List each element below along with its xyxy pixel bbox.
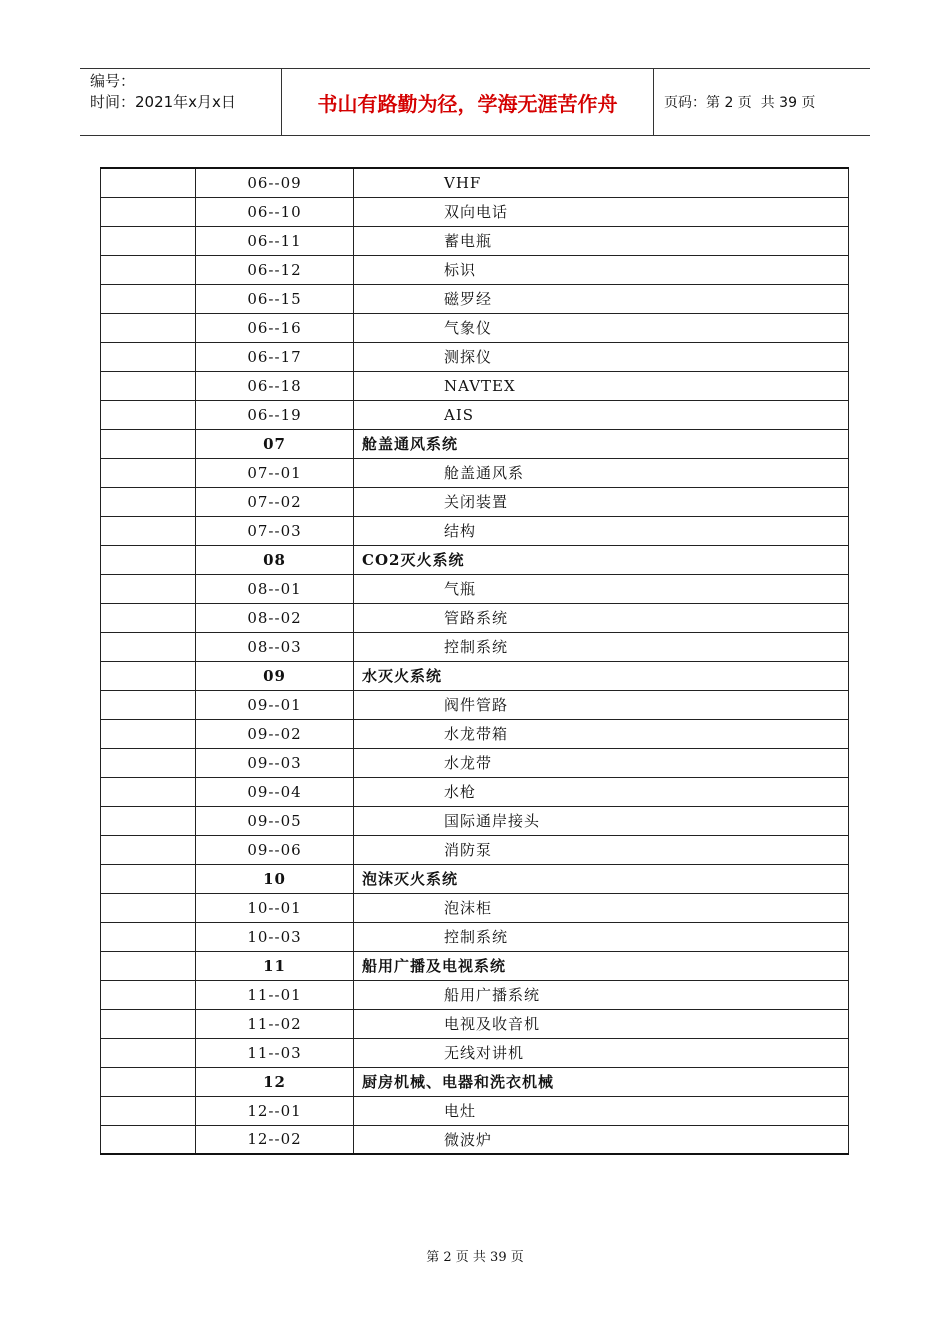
table-row (101, 226, 849, 255)
blank-cell (101, 342, 196, 371)
name-cell: 控制系统 (354, 922, 849, 951)
table-row (101, 719, 849, 748)
name-cell: 阀件管路 (354, 690, 849, 719)
name-cell: 气象仪 (354, 313, 849, 342)
name-cell: 厨房机械、电器和洗衣机械 (354, 1067, 849, 1096)
section-row (101, 429, 849, 458)
blank-cell (101, 632, 196, 661)
name-cell: 水枪 (354, 777, 849, 806)
name-cell: CO2灭火系统 (354, 545, 849, 574)
blank-cell (101, 951, 196, 980)
name-cell: VHF (354, 168, 849, 197)
code-cell: 06--15 (196, 284, 354, 313)
code-cell: 08--01 (196, 574, 354, 603)
table-row (101, 1009, 849, 1038)
code-cell: 06--16 (196, 313, 354, 342)
blank-cell (101, 1096, 196, 1125)
code-cell: 09--04 (196, 777, 354, 806)
code-cell: 10--03 (196, 922, 354, 951)
blank-cell (101, 835, 196, 864)
code-cell: 09--03 (196, 748, 354, 777)
blank-cell (101, 226, 196, 255)
blank-cell (101, 690, 196, 719)
name-cell: 泡沫灭火系统 (354, 864, 849, 893)
blank-cell (101, 255, 196, 284)
name-cell: 控制系统 (354, 632, 849, 661)
name-cell: 电视及收音机 (354, 1009, 849, 1038)
table-row (101, 400, 849, 429)
table-row (101, 806, 849, 835)
name-cell: AIS (354, 400, 849, 429)
code-cell: 09--02 (196, 719, 354, 748)
code-cell: 06--09 (196, 168, 354, 197)
code-cell: 09 (196, 661, 354, 690)
name-cell: 无线对讲机 (354, 1038, 849, 1067)
code-cell: 09--06 (196, 835, 354, 864)
blank-cell (101, 719, 196, 748)
blank-cell (101, 777, 196, 806)
name-cell: 测探仪 (354, 342, 849, 371)
table-row (101, 1125, 849, 1154)
name-cell: 船用广播及电视系统 (354, 951, 849, 980)
name-cell: 双向电话 (354, 197, 849, 226)
header-motto: 书山有路勤为径，学海无涯苦作舟 (282, 69, 654, 135)
code-cell: 08 (196, 545, 354, 574)
blank-cell (101, 197, 196, 226)
code-cell: 10--01 (196, 893, 354, 922)
table-row (101, 342, 849, 371)
section-row (101, 545, 849, 574)
name-cell: NAVTEX (354, 371, 849, 400)
blank-cell (101, 661, 196, 690)
table-row (101, 255, 849, 284)
time-label: 时间：2021年x月x日 (90, 93, 236, 111)
code-cell: 06--18 (196, 371, 354, 400)
blank-cell (101, 603, 196, 632)
name-cell: 蓄电瓶 (354, 226, 849, 255)
name-cell: 水龙带箱 (354, 719, 849, 748)
table-row (101, 835, 849, 864)
blank-cell (101, 284, 196, 313)
name-cell: 气瓶 (354, 574, 849, 603)
section-row (101, 864, 849, 893)
blank-cell (101, 806, 196, 835)
name-cell: 微波炉 (354, 1125, 849, 1154)
table-row (101, 690, 849, 719)
blank-cell (101, 168, 196, 197)
name-cell: 水灭火系统 (354, 661, 849, 690)
blank-cell (101, 516, 196, 545)
table-row (101, 632, 849, 661)
blank-cell (101, 748, 196, 777)
table-row (101, 893, 849, 922)
code-cell: 09--01 (196, 690, 354, 719)
header-meta (80, 69, 282, 135)
table-row (101, 168, 849, 197)
blank-cell (101, 400, 196, 429)
section-row (101, 951, 849, 980)
code-cell: 11--02 (196, 1009, 354, 1038)
table-row (101, 1096, 849, 1125)
table-row (101, 516, 849, 545)
table-row (101, 777, 849, 806)
name-cell: 磁罗经 (354, 284, 849, 313)
code-cell: 06--12 (196, 255, 354, 284)
name-cell: 国际通岸接头 (354, 806, 849, 835)
code-cell: 08--02 (196, 603, 354, 632)
table-row (101, 574, 849, 603)
table-row (101, 197, 849, 226)
code-cell: 06--11 (196, 226, 354, 255)
code-cell: 07--03 (196, 516, 354, 545)
name-cell: 水龙带 (354, 748, 849, 777)
number-label: 编号： (90, 72, 136, 90)
code-cell: 09--05 (196, 806, 354, 835)
table-row (101, 980, 849, 1009)
section-row (101, 661, 849, 690)
blank-cell (101, 1038, 196, 1067)
blank-cell (101, 371, 196, 400)
code-cell: 12--01 (196, 1096, 354, 1125)
name-cell: 管路系统 (354, 603, 849, 632)
code-cell: 11--01 (196, 980, 354, 1009)
blank-cell (101, 1125, 196, 1154)
name-cell: 关闭装置 (354, 487, 849, 516)
code-cell: 12--02 (196, 1125, 354, 1154)
table-row (101, 371, 849, 400)
name-cell: 泡沫柜 (354, 893, 849, 922)
header-page-info (654, 69, 870, 135)
table-row (101, 748, 849, 777)
name-cell: 电灶 (354, 1096, 849, 1125)
table-row (101, 1038, 849, 1067)
blank-cell (101, 574, 196, 603)
name-cell: 消防泵 (354, 835, 849, 864)
name-cell: 舱盖通风系 (354, 458, 849, 487)
code-cell: 10 (196, 864, 354, 893)
table-row (101, 284, 849, 313)
blank-cell (101, 487, 196, 516)
table-body (101, 168, 849, 1154)
blank-cell (101, 545, 196, 574)
code-cell: 06--19 (196, 400, 354, 429)
table-row (101, 922, 849, 951)
name-cell: 船用广播系统 (354, 980, 849, 1009)
blank-cell (101, 313, 196, 342)
table-row (101, 603, 849, 632)
blank-cell (101, 864, 196, 893)
blank-cell (101, 893, 196, 922)
page-footer: 第 2 页 共 39 页 (426, 1250, 524, 1265)
name-cell: 舱盖通风系统 (354, 429, 849, 458)
blank-cell (101, 429, 196, 458)
name-cell: 结构 (354, 516, 849, 545)
code-cell: 11 (196, 951, 354, 980)
blank-cell (101, 458, 196, 487)
table-row (101, 313, 849, 342)
section-row (101, 1067, 849, 1096)
blank-cell (101, 980, 196, 1009)
page-info-text: 页码：第 2 页 共 39 页 (664, 95, 816, 111)
code-cell: 07--02 (196, 487, 354, 516)
code-cell: 06--10 (196, 197, 354, 226)
blank-cell (101, 1009, 196, 1038)
blank-cell (101, 922, 196, 951)
blank-cell (101, 1067, 196, 1096)
code-cell: 07 (196, 429, 354, 458)
name-cell: 标识 (354, 255, 849, 284)
code-cell: 11--03 (196, 1038, 354, 1067)
code-cell: 08--03 (196, 632, 354, 661)
code-cell: 12 (196, 1067, 354, 1096)
equipment-table (100, 167, 849, 1155)
page-header (80, 68, 870, 136)
table-row (101, 487, 849, 516)
table-row (101, 458, 849, 487)
code-cell: 07--01 (196, 458, 354, 487)
code-cell: 06--17 (196, 342, 354, 371)
